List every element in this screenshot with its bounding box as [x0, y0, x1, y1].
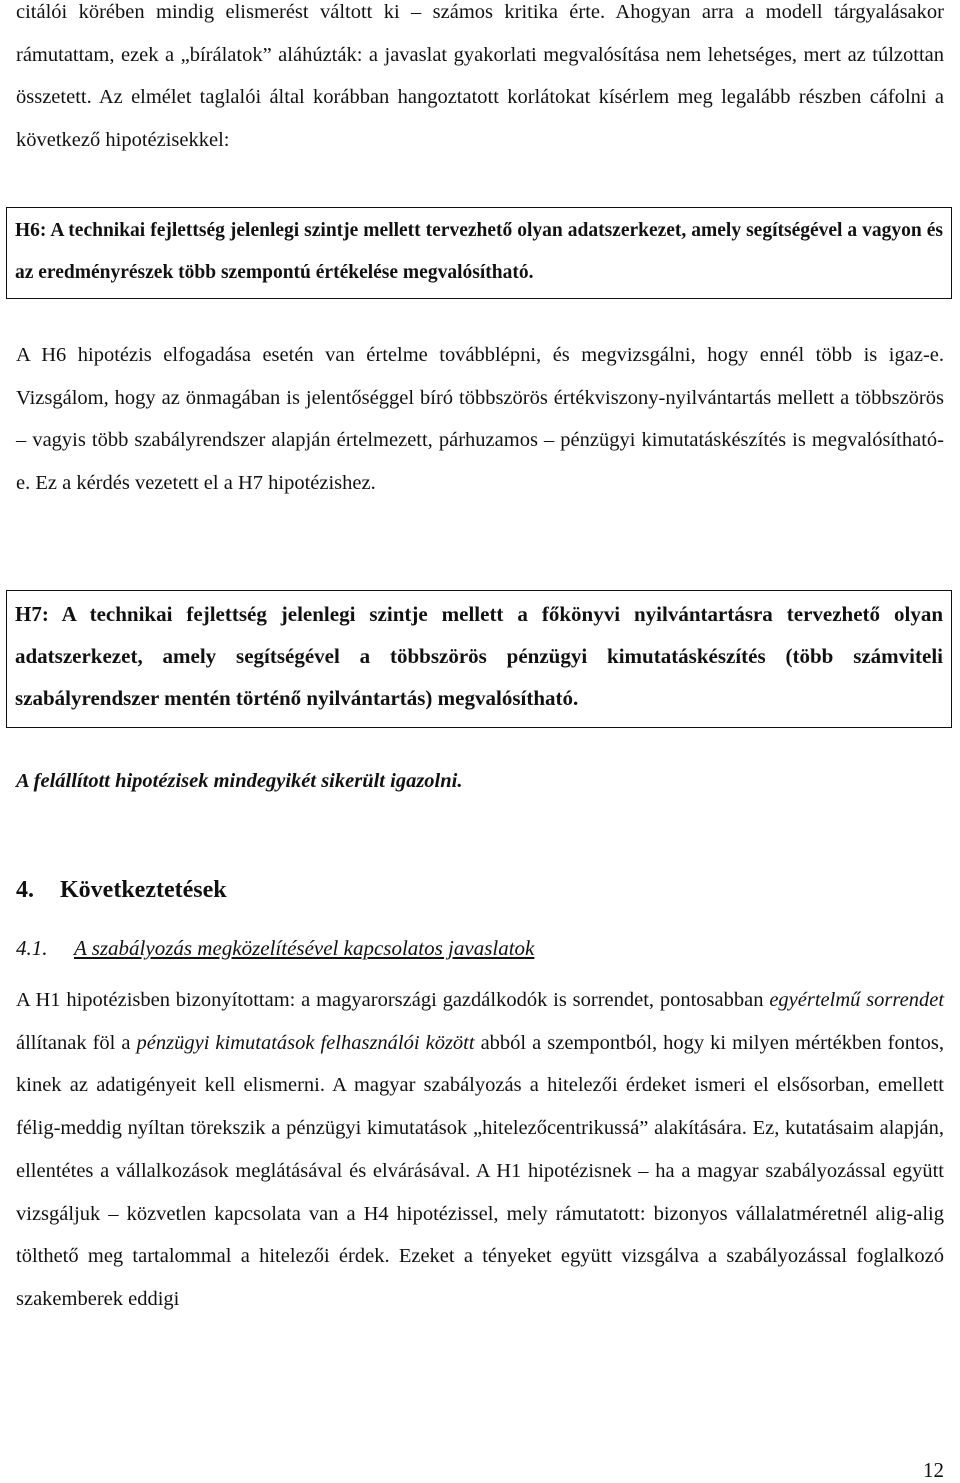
- final-paragraph-part-3: abból a szempontból, hogy ki milyen mértékben fontos, kinek az adatigényeit kell elismerni. A magyar szabályozás a hitelezői érdeket ismeri el elsősorban, emellett félig-meddig nyíltan törekszik a pénzügyi kimutatások „hitelezőcentrikussá” alakítására. Ez, kutatásaim alapján, ellentétes a vállalkozások meglátásával és elvárásával. A H1 hipotézisnek – ha a magyar szabályozással együtt vizsgáljuk – közvetlen kapcsolata van a H4 hipotézissel, mely rámutatott: bizonyos vállalatméretnél alig-alig tölthető meg tartalommal a hitelezői érdek. Ezeket a tényeket együtt vizsgálva a szabályozással foglalkozó szakemberek eddigi: [16, 1031, 944, 1310]
- conclusion-line: A felállított hipotézisek mindegyikét sikerült igazolni.: [16, 770, 463, 792]
- middle-paragraph: A H6 hipotézis elfogadása esetén van értelme továbblépni, és megvizsgálni, hogy ennél több is igaz-e. Vizsgálom, hogy az önmagában is jelentőséggel bíró többszörös értékviszony-nyilvántartás mellett a többszörös – vagyis több szabályrendszer alapján értelmezett, párhuzamos – pénzügyi kimutatáskészítés is megvalósítható-e. Ez a kérdés vezetett el a H7 hipotézishez.: [16, 344, 944, 495]
- subsection-number: 4.1.: [16, 936, 48, 960]
- final-paragraph-part-1: A H1 hipotézisben bizonyítottam: a magyarországi gazdálkodók is sorrendet, pontosabban: [16, 989, 764, 1011]
- final-paragraph: [16, 979, 944, 1321]
- hypothesis-h6-text: H6: A technikai fejlettség jelenlegi szintje mellett tervezhető olyan adatszerkezet, amely segítségével a vagyon és az eredményrészek több szempontú értékelése megvalósítható.: [15, 220, 943, 283]
- intro-paragraph: citálói körében mindig elismerést váltott ki – számos kritika érte. Ahogyan arra a modell tárgyalásakor rámutattam, ezek a „bírálatok” aláhúzták: a javaslat gyakorlati megvalósítása nem lehetséges, mert az túlzottan összetett. Az elmélet taglalói által korábban hangoztatott korlátokat kísérlem meg legalább részben cáfolni a következő hipotézisekkel:: [16, 1, 944, 152]
- final-paragraph-emphasis-2: pénzügyi kimutatások felhasználói között: [136, 1031, 475, 1054]
- hypothesis-h7-box: [6, 590, 952, 728]
- final-paragraph-emphasis-1: egyértelmű sorrendet: [769, 989, 945, 1011]
- subsection-title: A szabályozás megközelítésével kapcsolatos javaslatok: [74, 936, 535, 960]
- section-number: 4.: [16, 877, 34, 903]
- hypothesis-h6-box: [6, 207, 952, 299]
- subsection-heading: [16, 936, 534, 961]
- page-number: 12: [923, 1458, 944, 1482]
- final-paragraph-part-2: állítanak föl a: [16, 1031, 137, 1054]
- section-heading: [16, 877, 227, 904]
- section-title: Következtetések: [60, 877, 227, 903]
- hypothesis-h7-text: H7: A technikai fejlettség jelenlegi szintje mellett a főkönyvi nyilvántartásra tervezhető olyan adatszerkezet, amely segítségével a többszörös pénzügyi kimutatáskészítés (több számviteli szabályrendszer mentén történő nyilvántartás) megvalósítható.: [15, 602, 943, 710]
